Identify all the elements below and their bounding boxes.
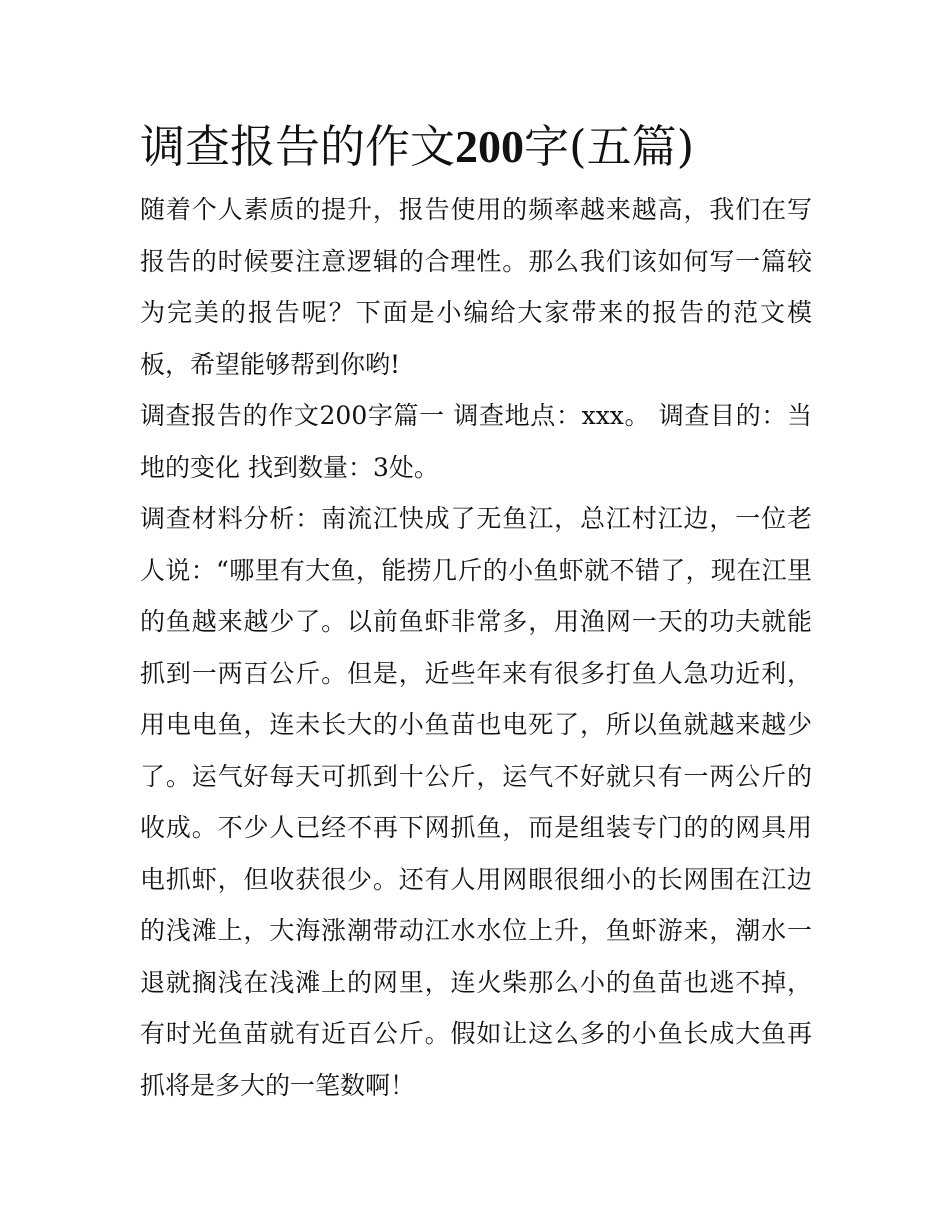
document-page <box>140 118 812 1111</box>
title-prefix: 调查报告的作文 <box>140 120 456 173</box>
analysis-paragraph: 调查材料分析：南流江快成了无鱼江，总江村江边，一位老人说：“哪里有大鱼，能捞几斤的小鱼虾就不错了，现在江里的鱼越来越少了。以前鱼虾非常多，用渔网一天的功夫就能抓到一两百公斤。但是，近些年来有很多打鱼人急功近利，用电电鱼，连未长大的小鱼苗也电死了，所以鱼就越来越少了。运气好每天可抓到十公斤，运气不好就只有一两公斤的收成。不少人已经不再下网抓鱼，而是组装专门的的网具用电抓虾，但收获很少。还有人用网眼很细小的长网围在江边的浅滩上，大海涨潮带动江水水位上升，鱼虾游来，潮水一退就搁浅在浅滩上的网里，连火柴那么小的鱼苗也逃不掉，有时光鱼苗就有近百公斤。假如让这么多的小鱼长成大鱼再抓将是多大的一笔数啊！ <box>140 504 812 1100</box>
document-title <box>140 118 812 176</box>
title-number: 200 <box>455 121 525 172</box>
intro-paragraph: 随着个人素质的提升，报告使用的频率越来越高，我们在写报告的时候要注意逻辑的合理性。那么我们该如何写一篇较为完美的报告呢？下面是小编给大家带来的报告的范文模板，希望能够帮到你哟! <box>140 195 812 379</box>
survey-info-paragraph: 调查报告的作文200字篇一 调查地点：xxx。 调查目的：当地的变化 找到数量：3处。 <box>140 401 812 482</box>
title-suffix: 字(五篇) <box>524 120 695 173</box>
